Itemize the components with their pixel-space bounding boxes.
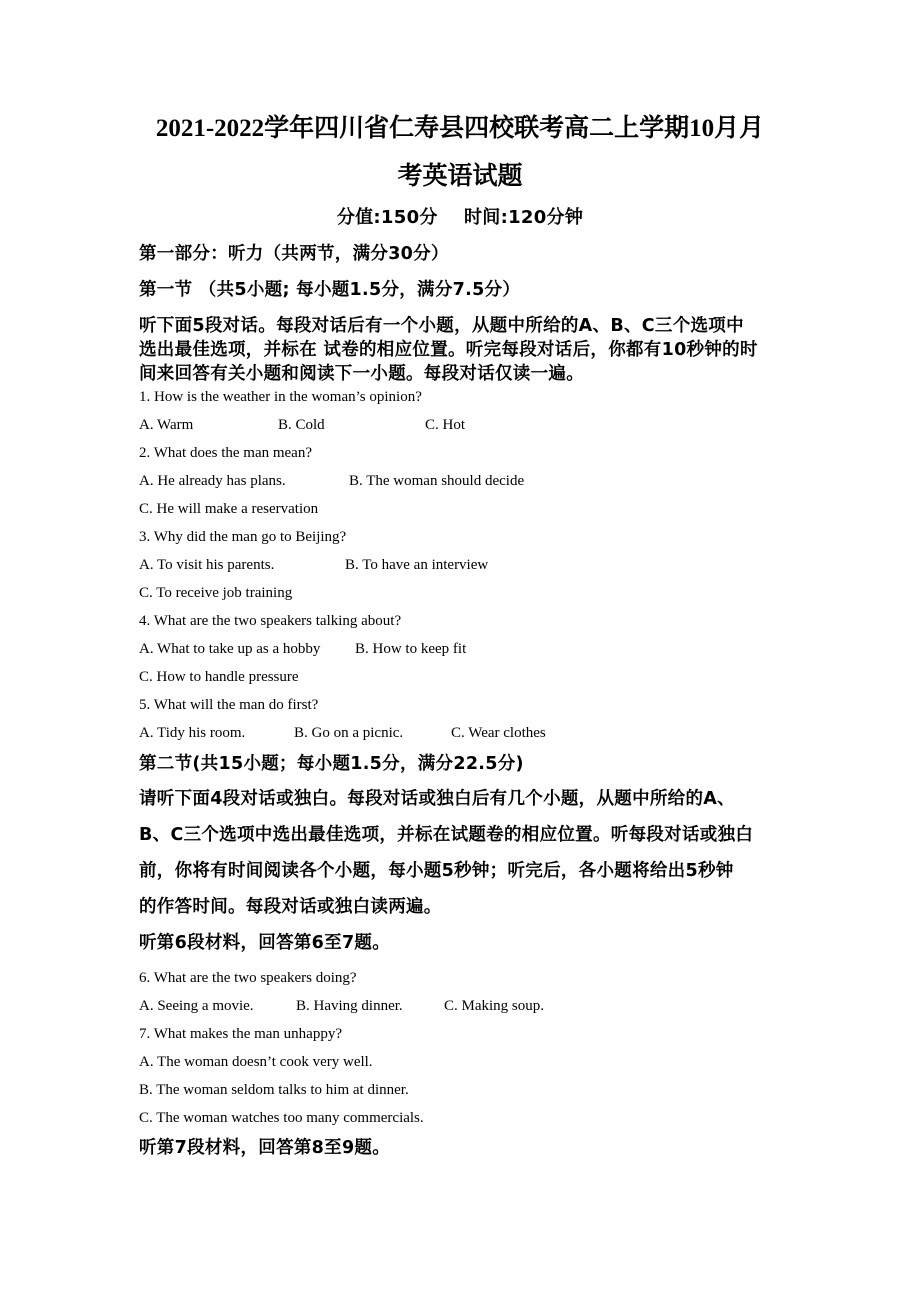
option-b: B. To have an interview [345,557,489,573]
option-c: C. He will make a reservation [139,501,319,517]
option-c: C. To receive job training [139,585,293,601]
instruction-line: 的作答时间。每段对话或独白读两遍。 [139,897,442,917]
option-b: B. Having dinner. [296,998,403,1014]
option-a: A. Tidy his room. [139,725,246,741]
option-a: A. Warm [139,417,194,433]
instruction-line: 前，你将有时间阅读各个小题，每小题5秒钟；听完后，各小题将给出5秒钟 [139,861,734,881]
question-7: 7. What makes the man unhappy? [139,1026,342,1042]
option-b: B. How to keep fit [355,641,467,657]
option-a: A. Seeing a movie. [139,998,254,1014]
section2-heading: 第二节(共15小题；每小题1.5分，满分22.5分) [139,754,524,774]
option-c: C. Hot [425,417,466,433]
doc-title-line1: 2021-2022学年四川省仁寿县四校联考高二上学期10月月 [155,115,765,142]
instruction-line: 选出最佳选项，并标在 试卷的相应位置。听完每段对话后，你都有10秒钟的时 [139,340,758,360]
question-4: 4. What are the two speakers talking about? [139,613,402,629]
instruction-line: 请听下面4段对话或独白。每段对话或独白后有几个小题，从题中所给的A、 [139,789,735,809]
section1-heading: 第一节 （共5小题; 每小题1.5分，满分7.5分） [139,280,521,300]
option-c: C. How to handle pressure [139,669,299,685]
instruction-line: B、C三个选项中选出最佳选项，并标在试题卷的相应位置。听每段对话或独白 [139,825,754,845]
option-a: A. The woman doesn’t cook very well. [139,1054,373,1070]
option-c: C. The woman watches too many commercials. [139,1110,424,1126]
option-b: B. The woman should decide [349,473,525,489]
instruction-line: 间来回答有关小题和阅读下一小题。每段对话仅读一遍。 [139,364,584,384]
option-b: B. Go on a picnic. [294,725,404,741]
question-5: 5. What will the man do first? [139,697,319,713]
part1-heading: 第一部分：听力（共两节，满分30分） [139,244,449,264]
question-3: 3. Why did the man go to Beijing? [139,529,347,545]
score-value: 分值:150分 [336,207,438,228]
time-value: 时间:120分钟 [463,207,584,228]
option-b: B. The woman seldom talks to him at dinner. [139,1082,409,1098]
option-a: A. He already has plans. [139,473,286,489]
option-c: C. Wear clothes [451,725,546,741]
material-6-heading: 听第6段材料，回答第6至7题。 [139,933,391,953]
instruction-line: 听下面5段对话。每段对话后有一个小题，从题中所给的A、B、C三个选项中 [139,316,744,336]
doc-title-line2: 考英语试题 [397,163,523,190]
question-2: 2. What does the man mean? [139,445,312,461]
option-c: C. Making soup. [444,998,545,1014]
option-a: A. To visit his parents. [139,557,275,573]
question-6: 6. What are the two speakers doing? [139,970,357,986]
option-b: B. Cold [278,417,325,433]
score-time-line [0,209,920,227]
question-1: 1. How is the weather in the woman’s opinion? [139,389,422,405]
option-a: A. What to take up as a hobby [139,641,321,657]
material-7-heading: 听第7段材料，回答第8至9题。 [139,1138,391,1158]
